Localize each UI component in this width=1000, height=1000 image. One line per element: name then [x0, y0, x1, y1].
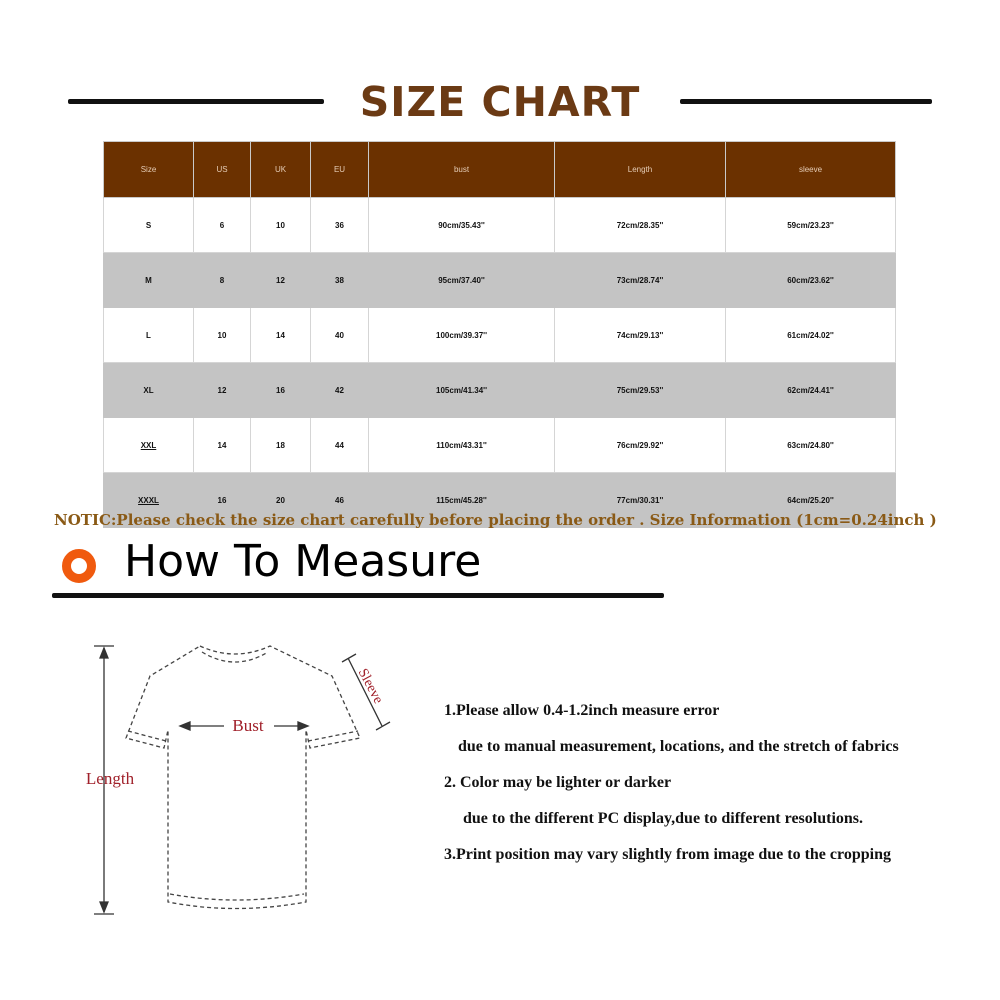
measure-notes: [444, 700, 984, 880]
cell-uk: 12: [251, 253, 311, 308]
cell-size: S: [104, 198, 194, 253]
cell-size: M: [104, 253, 194, 308]
cell-uk: 16: [251, 363, 311, 418]
header-us: US: [194, 142, 251, 198]
page-title: SIZE CHART: [359, 78, 641, 126]
cell-eu: 44: [311, 418, 369, 473]
note-line: due to the different PC display,due to different resolutions.: [463, 810, 864, 827]
cell-us: 16: [194, 473, 251, 528]
cell-length: 74cm/29.13'': [555, 308, 726, 363]
cell-length: 75cm/29.53'': [555, 363, 726, 418]
cell-bust: 100cm/39.37'': [369, 308, 555, 363]
cell-size: XXXL: [104, 473, 194, 528]
cell-length: 73cm/28.74'': [555, 253, 726, 308]
table-row: [104, 253, 896, 308]
cell-uk: 18: [251, 418, 311, 473]
size-chart-table: [103, 141, 896, 528]
cell-sleeve: 59cm/23.23'': [726, 198, 896, 253]
table-row: [104, 363, 896, 418]
cell-length: 77cm/30.31'': [555, 473, 726, 528]
header-uk: UK: [251, 142, 311, 198]
header-bust: bust: [369, 142, 555, 198]
cell-us: 8: [194, 253, 251, 308]
size-notice: NOTIC:Please check the size chart carefully before placing the order . Size Information (1cm=0.24inch ): [54, 511, 937, 529]
tshirt-outline: [126, 646, 360, 909]
note-line: 3.Print position may vary slightly from image due to the cropping: [444, 846, 891, 863]
cell-size: XXL: [104, 418, 194, 473]
cell-eu: 42: [311, 363, 369, 418]
cell-eu: 38: [311, 253, 369, 308]
cell-us: 14: [194, 418, 251, 473]
cell-eu: 40: [311, 308, 369, 363]
cell-us: 6: [194, 198, 251, 253]
bust-label: Bust: [232, 716, 264, 735]
cell-eu: 46: [311, 473, 369, 528]
title-rule-left: [68, 99, 324, 104]
title-rule-right: [680, 99, 932, 104]
cell-length: 76cm/29.92'': [555, 418, 726, 473]
table-row: [104, 418, 896, 473]
tshirt-bottom-hem: [170, 894, 304, 900]
cell-sleeve: 64cm/25.20'': [726, 473, 896, 528]
header-eu: EU: [311, 142, 369, 198]
sleeve-label: Sleeve: [354, 666, 386, 707]
header-length: Length: [555, 142, 726, 198]
cell-uk: 20: [251, 473, 311, 528]
cell-sleeve: 60cm/23.62'': [726, 253, 896, 308]
tshirt-sleeve-hem-left: [128, 731, 166, 741]
cell-bust: 95cm/37.40'': [369, 253, 555, 308]
tshirt-measure-diagram: [70, 630, 400, 930]
table-header-row: [104, 142, 896, 198]
cell-uk: 14: [251, 308, 311, 363]
cell-us: 12: [194, 363, 251, 418]
table-row: [104, 198, 896, 253]
note-line: 2. Color may be lighter or darker: [444, 774, 672, 791]
cell-sleeve: 62cm/24.41'': [726, 363, 896, 418]
cell-uk: 10: [251, 198, 311, 253]
cell-bust: 110cm/43.31'': [369, 418, 555, 473]
header-sleeve: sleeve: [726, 142, 896, 198]
length-label: Length: [85, 769, 135, 788]
note-line: 1.Please allow 0.4-1.2inch measure error: [444, 702, 720, 719]
how-to-measure-heading: How To Measure: [124, 536, 482, 587]
header-size: Size: [104, 142, 194, 198]
orange-circle-icon: [62, 549, 96, 583]
cell-sleeve: 61cm/24.02'': [726, 308, 896, 363]
cell-eu: 36: [311, 198, 369, 253]
cell-bust: 105cm/41.34'': [369, 363, 555, 418]
heading-underline: [52, 593, 664, 598]
note-line: due to manual measurement, locations, and the stretch of fabrics: [458, 738, 899, 755]
cell-sleeve: 63cm/24.80'': [726, 418, 896, 473]
table-row: [104, 308, 896, 363]
cell-size: L: [104, 308, 194, 363]
cell-size: XL: [104, 363, 194, 418]
cell-length: 72cm/28.35'': [555, 198, 726, 253]
cell-us: 10: [194, 308, 251, 363]
cell-bust: 115cm/45.28'': [369, 473, 555, 528]
cell-bust: 90cm/35.43'': [369, 198, 555, 253]
